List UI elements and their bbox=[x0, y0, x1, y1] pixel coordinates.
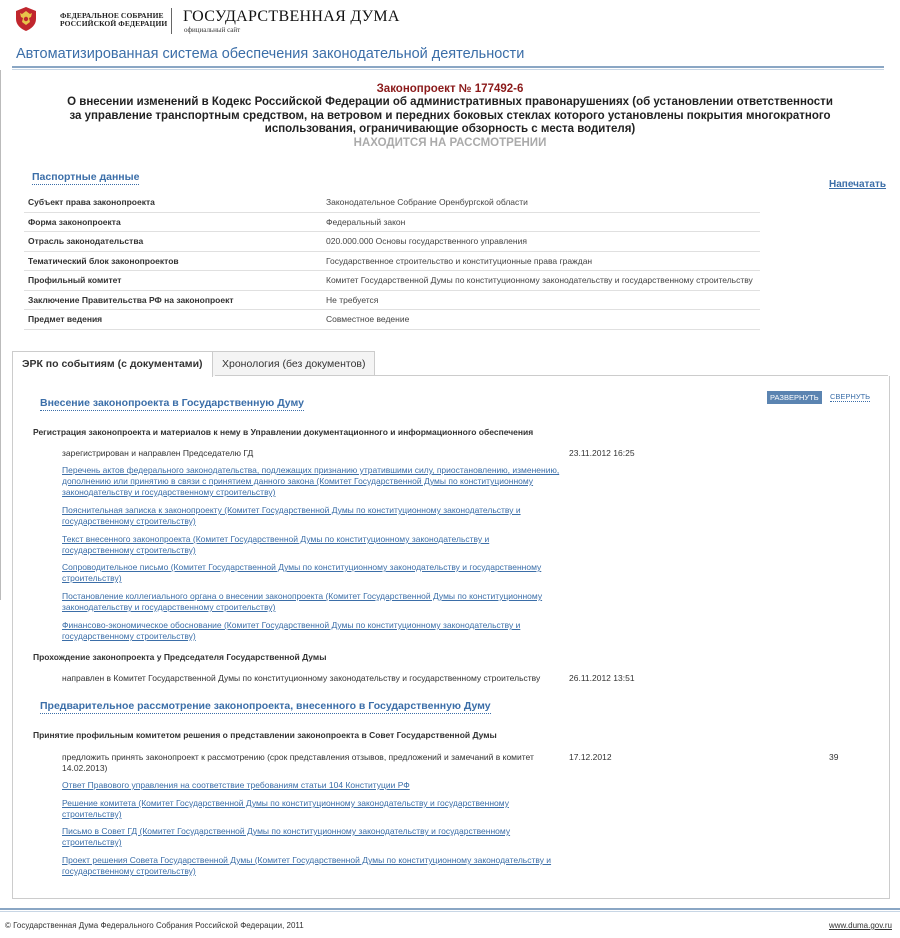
bill-title: О внесении изменений в Кодекс Российской Федерации об административных правонарушениях (об установлении ответственности за управление транспортным средством, на ветровом и передних боковых стеклах которого установлены покрытия многократного использования, ограничивающие обзорность с места водителя) bbox=[67, 96, 833, 135]
document-link bbox=[62, 855, 562, 877]
passport-row bbox=[24, 290, 760, 310]
stage-title[interactable]: Внесение законопроекта в Государственную Думу bbox=[40, 397, 304, 409]
header-rule-light bbox=[12, 69, 884, 70]
passport-value: Не требуется bbox=[322, 290, 760, 310]
passport-row bbox=[24, 193, 760, 212]
document-link-text[interactable]: Постановление коллегиального органа о внесении законопроекта (Комитет Государственной Думы по конституционному законодательству и государственному строительству) bbox=[62, 591, 543, 612]
event-text: направлен в Комитет Государственной Думы по конституционному законодательству и государственному строительству bbox=[62, 673, 541, 683]
document-link bbox=[62, 591, 562, 613]
event-title: Принятие профильным комитетом решения о представлении законопроекта в Совет Государственной Думы bbox=[33, 730, 497, 740]
document-link bbox=[62, 534, 562, 556]
header-divider bbox=[171, 8, 172, 34]
tab-events[interactable]: ЭРК по событиям (с документами) bbox=[12, 351, 213, 377]
site-link[interactable]: www.duma.gov.ru bbox=[829, 921, 892, 930]
duma-subtitle: официальный сайт bbox=[184, 26, 241, 34]
passport-key: Заключение Правительства РФ на законопроект bbox=[24, 290, 322, 310]
document-link bbox=[62, 798, 562, 820]
expand-button[interactable]: РАЗВЕРНУТЬ bbox=[767, 391, 822, 404]
print-link[interactable]: Напечатать bbox=[829, 179, 887, 190]
passport-title[interactable]: Паспортные данные bbox=[32, 171, 140, 183]
passport-key: Субъект права законопроекта bbox=[24, 193, 322, 212]
passport-value: Законодательное Собрание Оренбургской области bbox=[322, 193, 760, 212]
event-number: 39 bbox=[829, 752, 839, 762]
passport-value: Федеральный закон bbox=[322, 212, 760, 232]
event-date: 23.11.2012 16:25 bbox=[569, 448, 635, 458]
passport-row bbox=[24, 271, 760, 291]
document-link-text[interactable]: Текст внесенного законопроекта (Комитет Государственной Думы по конституционному законодательству и государственному строительству) bbox=[62, 534, 490, 555]
passport-value: Совместное ведение bbox=[322, 310, 760, 330]
coat-of-arms-icon[interactable] bbox=[12, 5, 40, 33]
stage-title[interactable]: Предварительное рассмотрение законопроекта, внесенного в Государственную Думу bbox=[40, 700, 491, 712]
passport-key: Отрасль законодательства bbox=[24, 232, 322, 252]
passport-value: 020.000.000 Основы государственного управления bbox=[322, 232, 760, 252]
event-title: Регистрация законопроекта и материалов к нему в Управлении документационного и информационного обеспечения bbox=[33, 427, 534, 437]
document-link bbox=[62, 562, 562, 584]
document-link-text[interactable]: Пояснительная записка к законопроекту (Комитет Государственной Думы по конституционному законодательству и государственному строительству) bbox=[62, 505, 521, 526]
event-title: Прохождение законопроекта у Председателя Государственной Думы bbox=[33, 652, 327, 662]
document-link-text[interactable]: Письмо в Совет ГД (Комитет Государственной Думы по конституционному законодательству и государственному строительству) bbox=[62, 826, 511, 847]
passport-key: Профильный комитет bbox=[24, 271, 322, 291]
event-text: предложить принять законопроект к рассмотрению (срок представления отзывов, предложений и замечаний в комитет 14.02.2013) bbox=[62, 752, 534, 773]
left-border bbox=[0, 70, 1, 600]
header-rule bbox=[12, 66, 884, 68]
passport-table bbox=[24, 193, 760, 330]
document-link bbox=[62, 505, 562, 527]
document-link bbox=[62, 826, 562, 848]
system-title: Автоматизированная система обеспечения законодательной деятельности bbox=[16, 46, 525, 62]
footer-rule bbox=[0, 908, 900, 910]
passport-key: Форма законопроекта bbox=[24, 212, 322, 232]
footer-rule-light bbox=[0, 911, 900, 912]
site-header bbox=[0, 0, 900, 38]
passport-row bbox=[24, 251, 760, 271]
passport-row bbox=[24, 310, 760, 330]
tab-chronology[interactable]: Хронология (без документов) bbox=[212, 351, 375, 376]
document-link bbox=[62, 620, 562, 642]
document-link-text[interactable]: Перечень актов федерального законодательства, подлежащих признанию утратившими силу, приостановлению, изменению, дополнению или принятию в связи с принятием данного закона (Комитет Государственной Думы по конституционному законодательству и государственному строительству) bbox=[62, 465, 560, 497]
passport-value: Комитет Государственной Думы по конституционному законодательству и государственному строительству bbox=[322, 271, 760, 291]
collapse-button[interactable]: СВЕРНУТЬ bbox=[830, 392, 871, 401]
passport-row bbox=[24, 232, 760, 252]
federal-assembly-label: ФЕДЕРАЛЬНОЕ СОБРАНИЕ РОССИЙСКОЙ ФЕДЕРАЦИИ bbox=[60, 11, 168, 28]
event-text: зарегистрирован и направлен Председателю ГД bbox=[62, 448, 254, 458]
document-link bbox=[62, 465, 562, 498]
passport-key: Предмет ведения bbox=[24, 310, 322, 330]
passport-row bbox=[24, 212, 760, 232]
bill-status: НАХОДИТСЯ НА РАССМОТРЕНИИ bbox=[353, 137, 547, 149]
event-date: 17.12.2012 bbox=[569, 752, 612, 762]
bill-number: Законопроект № 177492-6 bbox=[376, 83, 524, 95]
document-link-text[interactable]: Финансово-экономическое обоснование (Комитет Государственной Думы по конституционному законодательству и государственному строительству) bbox=[62, 620, 521, 641]
copyright: © Государственная Дума Федерального Собрания Российской Федерации, 2011 bbox=[5, 921, 304, 930]
document-link-text[interactable]: Ответ Правового управления на соответствие требованиям статьи 104 Конституции РФ bbox=[62, 780, 410, 790]
document-link bbox=[62, 780, 562, 791]
document-link-text[interactable]: Проект решения Совета Государственной Думы (Комитет Государственной Думы по конституционному законодательству и государственному строительству) bbox=[62, 855, 552, 876]
system-bar bbox=[0, 40, 900, 68]
document-link-text[interactable]: Сопроводительное письмо (Комитет Государственной Думы по конституционному законодательству и государственному строительству) bbox=[62, 562, 542, 583]
document-link-text[interactable]: Решение комитета (Комитет Государственной Думы по конституционному законодательству и государственному строительству) bbox=[62, 798, 509, 819]
passport-value: Государственное строительство и конституционные права граждан bbox=[322, 251, 760, 271]
event-date: 26.11.2012 13:51 bbox=[569, 673, 635, 683]
duma-title[interactable]: ГОСУДАРСТВЕННАЯ ДУМА bbox=[183, 8, 400, 25]
passport-key: Тематический блок законопроектов bbox=[24, 251, 322, 271]
